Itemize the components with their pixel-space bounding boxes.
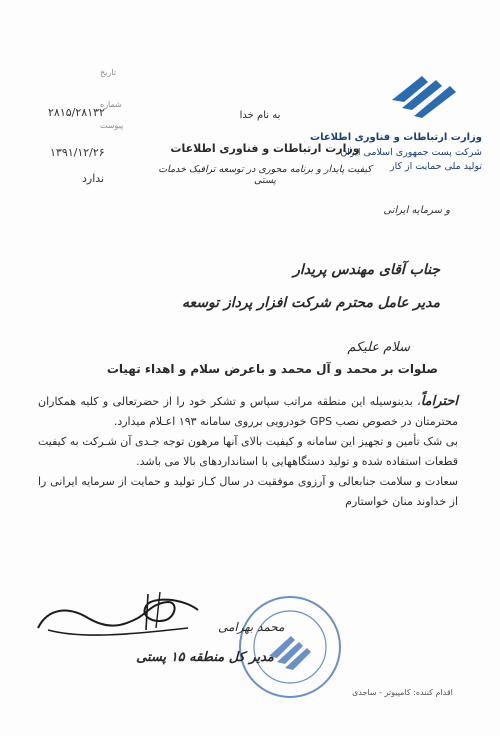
date-label: تاریخ bbox=[100, 68, 116, 77]
org-slogan-line: تولید ملی حمایت از کار bbox=[390, 161, 482, 172]
org-ministry-line: وزارت ارتباطات و فناوری اطلاعات bbox=[310, 132, 482, 143]
addressee-name: جناب آقای مهندس پریدار bbox=[293, 262, 440, 278]
body-paragraph-1 bbox=[38, 392, 458, 431]
letter-number: ۲۸۱۵/۲۸۱۳۲ bbox=[48, 106, 105, 119]
org-handwritten-note: و سرمایه ایرانی bbox=[383, 205, 450, 216]
letter-body bbox=[38, 392, 458, 512]
opening-word: احتراماً bbox=[420, 394, 458, 409]
body-paragraph-1-text: ، بدینوسیله این منطقه مراتب سپاس و تشکر خود را از حضرتعالی و کلیه همکاران محترمتان در خصوص نصب GPS خودرویی برروی سامانه ۱۹۳ اعـلام میدارد. bbox=[38, 395, 458, 428]
salutation-text: سلام علیکم bbox=[347, 340, 410, 355]
official-stamp-icon bbox=[235, 592, 345, 702]
body-paragraph-2: بی شک تأمین و تجهیز این سامانه و کیفیت بالای آنها مرهون توجه جـدی آن شـرکت به کیفیت قطعات استفاده شده و تولید دستگاههایی با استانداردهای بالا می باشد. bbox=[38, 435, 458, 468]
handwritten-signature bbox=[28, 588, 208, 648]
signer-title: مدیر کل منطقه ۱۵ پستی bbox=[136, 650, 274, 665]
ministry-title: وزارت ارتباطات و فناوری اطلاعات bbox=[170, 142, 360, 155]
number-label: شماره bbox=[100, 100, 122, 109]
attachment-label: پیوست bbox=[100, 121, 124, 130]
prepared-by: اقدام کننده: کامپیوتر - ساجدی bbox=[352, 688, 453, 697]
slogan-subtitle: کیفیت پایدار و برنامه محوری در توسعه ترافیک خدمات پستی bbox=[158, 164, 372, 186]
org-company-line: شرکت پست جمهوری اسلامی ایران bbox=[340, 147, 482, 158]
attachment-value: ندارد bbox=[82, 172, 105, 185]
post-logo-icon bbox=[388, 70, 458, 120]
greeting-text: صلوات بر محمد و آل محمد و باعرض سلام و اهداء تهیات bbox=[106, 362, 438, 376]
letter-date: ۱۳۹۱/۱۲/۲۶ bbox=[50, 146, 105, 159]
bismillah-text: به نام خدا bbox=[239, 110, 281, 121]
addressee-title: مدیر عامل محترم شرکت افزار پرداز توسعه bbox=[181, 295, 440, 311]
body-paragraph-3: سعادت و سلامت جنابعالی و آرزوی موفقیت در سال کـار تولید و حمایت از سرمایه ایرانی را از خداوند منان خواستارم bbox=[38, 475, 458, 508]
signer-name: محمد بهرامی bbox=[218, 620, 285, 634]
